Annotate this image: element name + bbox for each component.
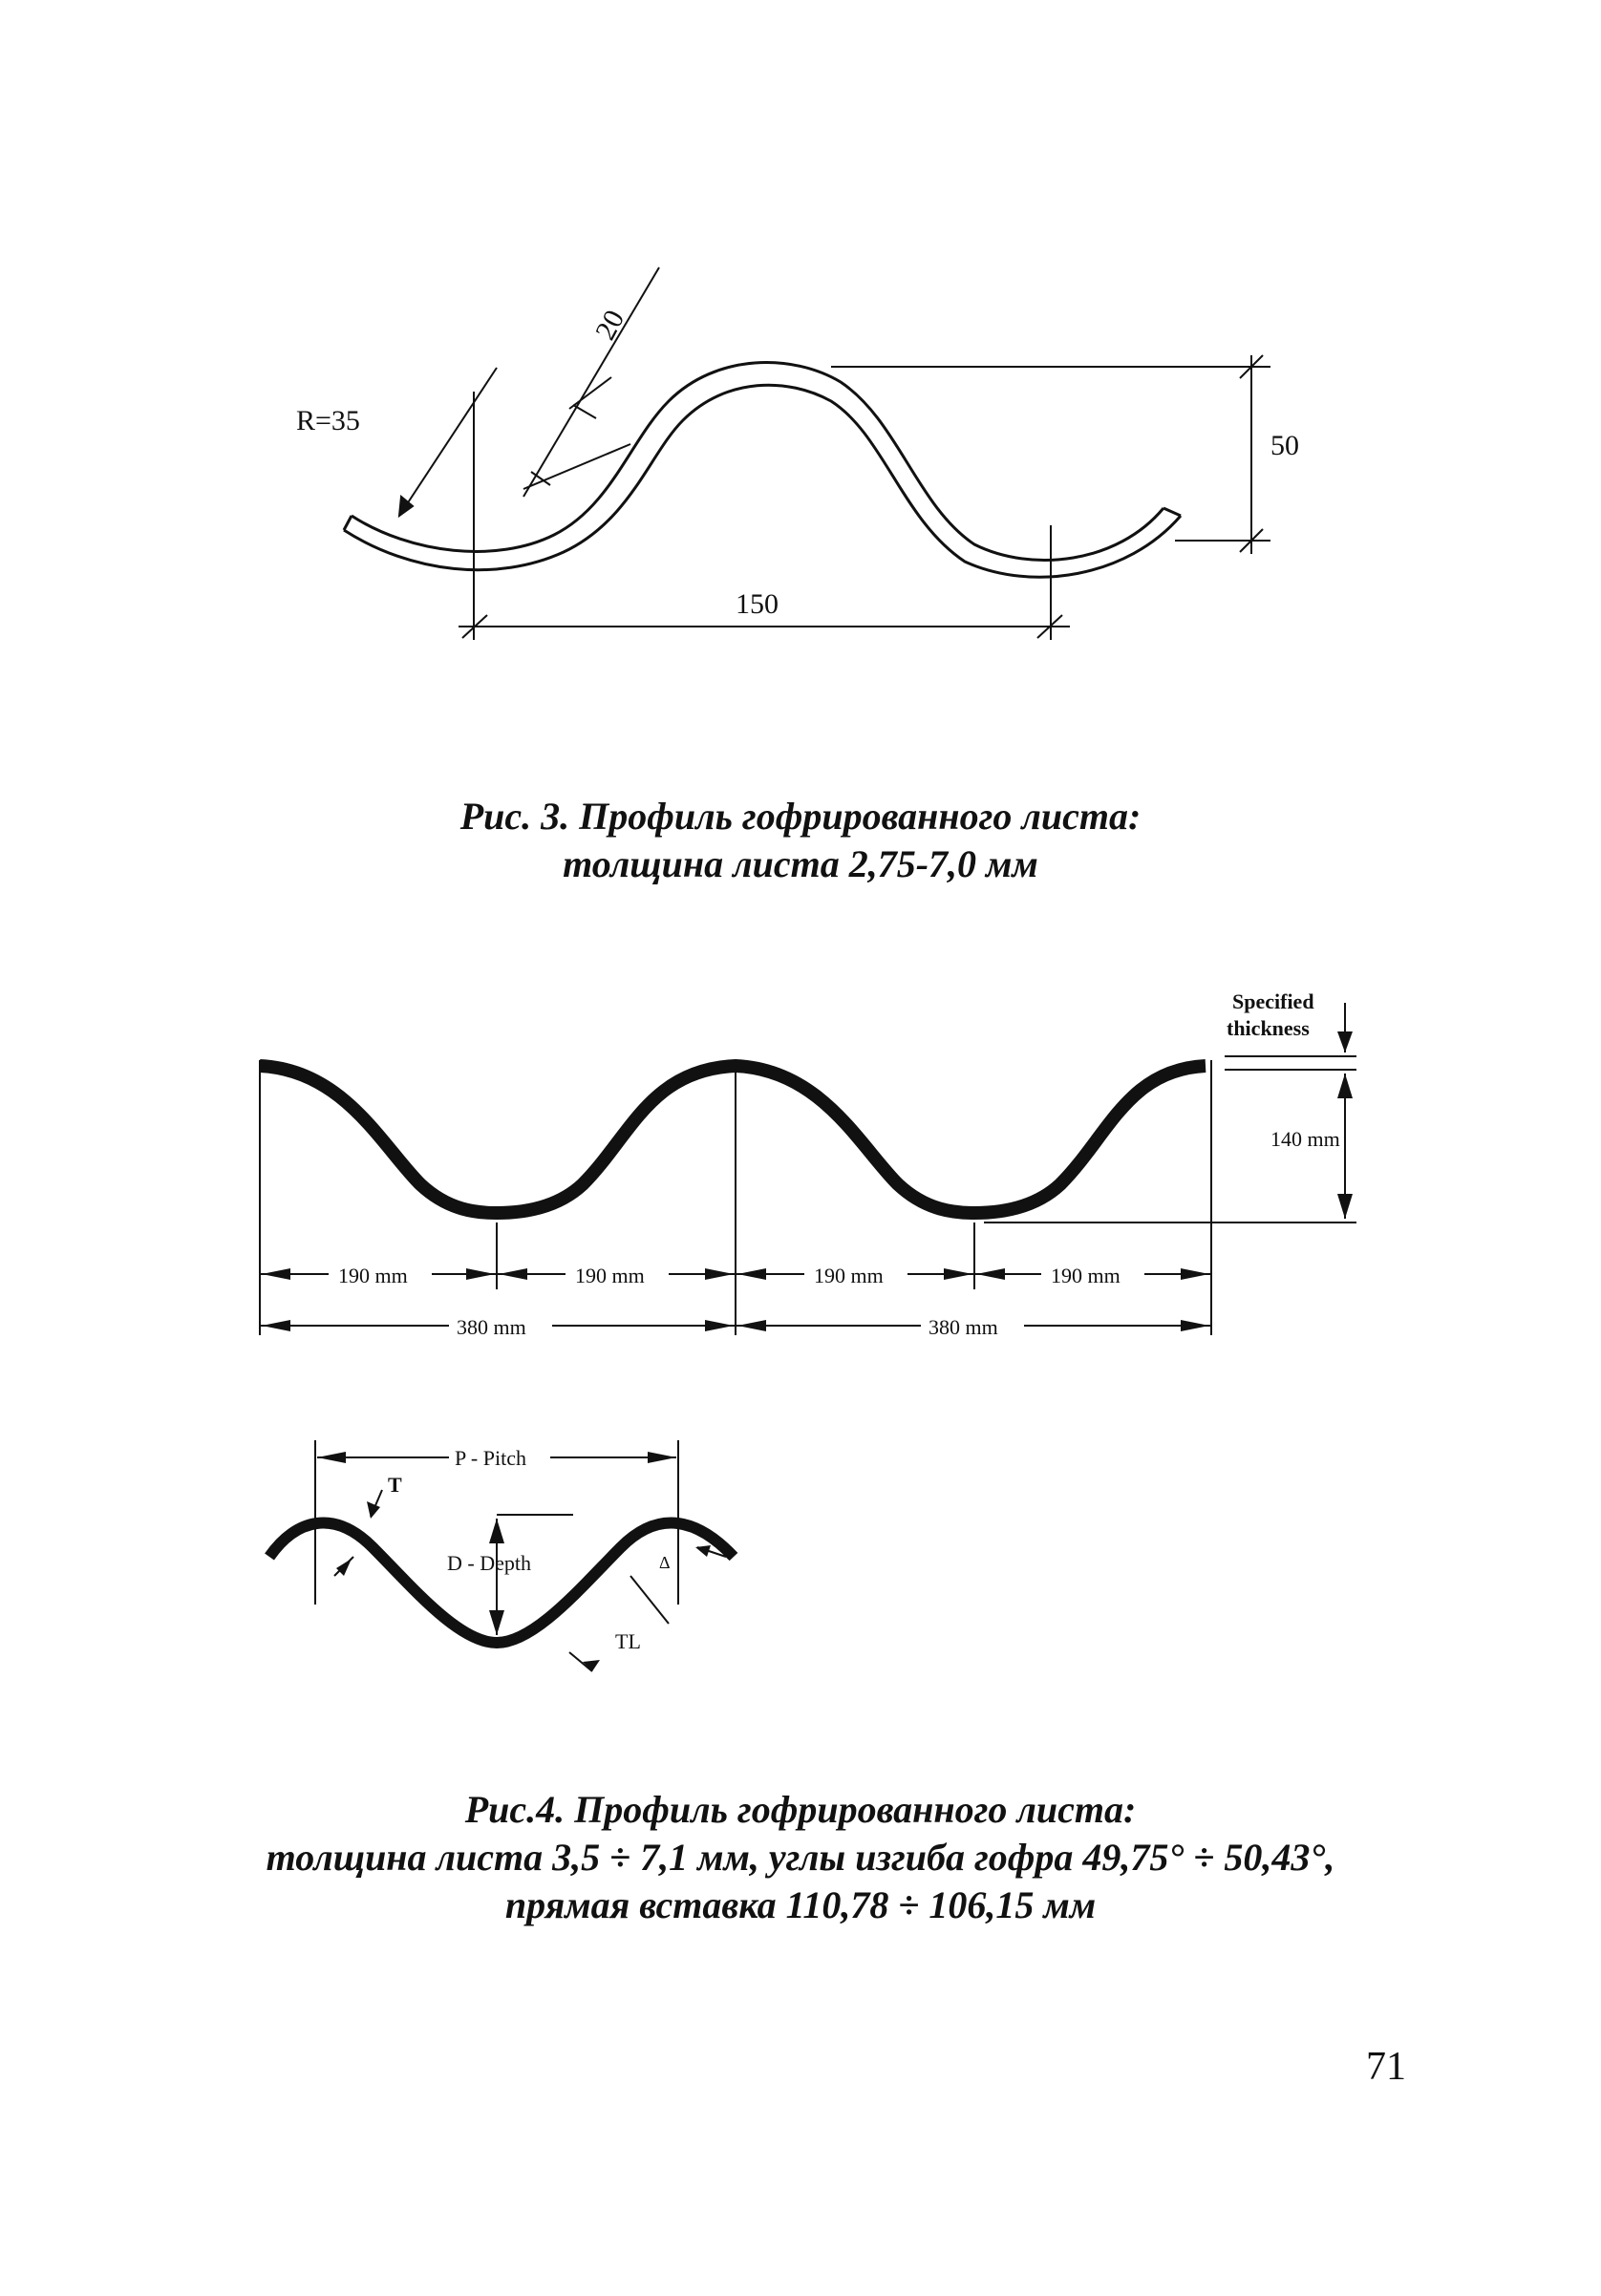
figure-3-caption-line2: толщина листа 2,75-7,0 мм xyxy=(563,842,1038,885)
pitch-arrow-left-icon xyxy=(317,1452,346,1463)
figure-3-drawing xyxy=(0,0,1601,688)
label-50: 50 xyxy=(1270,430,1299,461)
label-190-c: 190 mm xyxy=(814,1264,884,1287)
figure-3-caption-line1: Рис. 3. Профиль гофрированного листа: xyxy=(459,795,1142,838)
label-140: 140 mm xyxy=(1270,1127,1340,1151)
label-190-d: 190 mm xyxy=(1051,1264,1121,1287)
label-delta: Δ xyxy=(659,1553,671,1572)
page-number: 71 xyxy=(1366,2045,1406,2089)
figure-4-caption-line2: толщина листа 3,5 ÷ 7,1 мм, углы изгиба гофра 49,75° ÷ 50,43°, xyxy=(266,1836,1335,1879)
label-380-a: 380 mm xyxy=(457,1315,526,1339)
sheet-outline-lower xyxy=(344,385,1181,577)
corrugated-sheet-profile xyxy=(260,1066,1206,1213)
figure-4-caption-line3: прямая вставка 110,78 ÷ 106,15 мм xyxy=(504,1883,1097,1926)
label-specified: Specified xyxy=(1232,989,1314,1013)
depth-arrow-up-icon xyxy=(489,1519,504,1543)
label-190-b: 190 mm xyxy=(575,1264,645,1287)
dim-20-line xyxy=(523,267,659,497)
radius-leader-line xyxy=(399,368,497,516)
depth-arrow-down-icon xyxy=(489,1610,504,1635)
label-thickness: thickness xyxy=(1227,1016,1310,1040)
pitch-arrow-right-icon xyxy=(648,1452,676,1463)
t-arrow-bottom-icon xyxy=(336,1559,352,1576)
arrow-140-down-icon xyxy=(1337,1194,1353,1219)
label-380-b: 380 mm xyxy=(929,1315,998,1339)
arrow-140-up-icon xyxy=(1337,1074,1353,1098)
label-radius: R=35 xyxy=(296,405,360,436)
figure-4-profile-drawing xyxy=(0,955,1601,1356)
t-arrow-icon xyxy=(367,1501,380,1519)
figure-4-caption xyxy=(0,1786,1601,1929)
label-20: 20 xyxy=(589,305,631,346)
label-190-a: 190 mm xyxy=(338,1264,408,1287)
tl-extension xyxy=(630,1576,669,1624)
label-150: 150 xyxy=(736,588,779,620)
tl-arrow-right-icon xyxy=(695,1545,711,1557)
figure-3-caption xyxy=(0,793,1601,888)
label-t: T xyxy=(388,1473,402,1497)
arrow-thickness-down-icon xyxy=(1337,1031,1353,1052)
figure-4-detail-drawing xyxy=(0,1414,1601,1700)
label-depth: D - Depth xyxy=(447,1551,531,1575)
figure-4-caption-line1: Рис.4. Профиль гофрированного листа: xyxy=(464,1788,1137,1831)
label-pitch: P - Pitch xyxy=(455,1446,526,1470)
label-tl: TL xyxy=(615,1629,641,1653)
